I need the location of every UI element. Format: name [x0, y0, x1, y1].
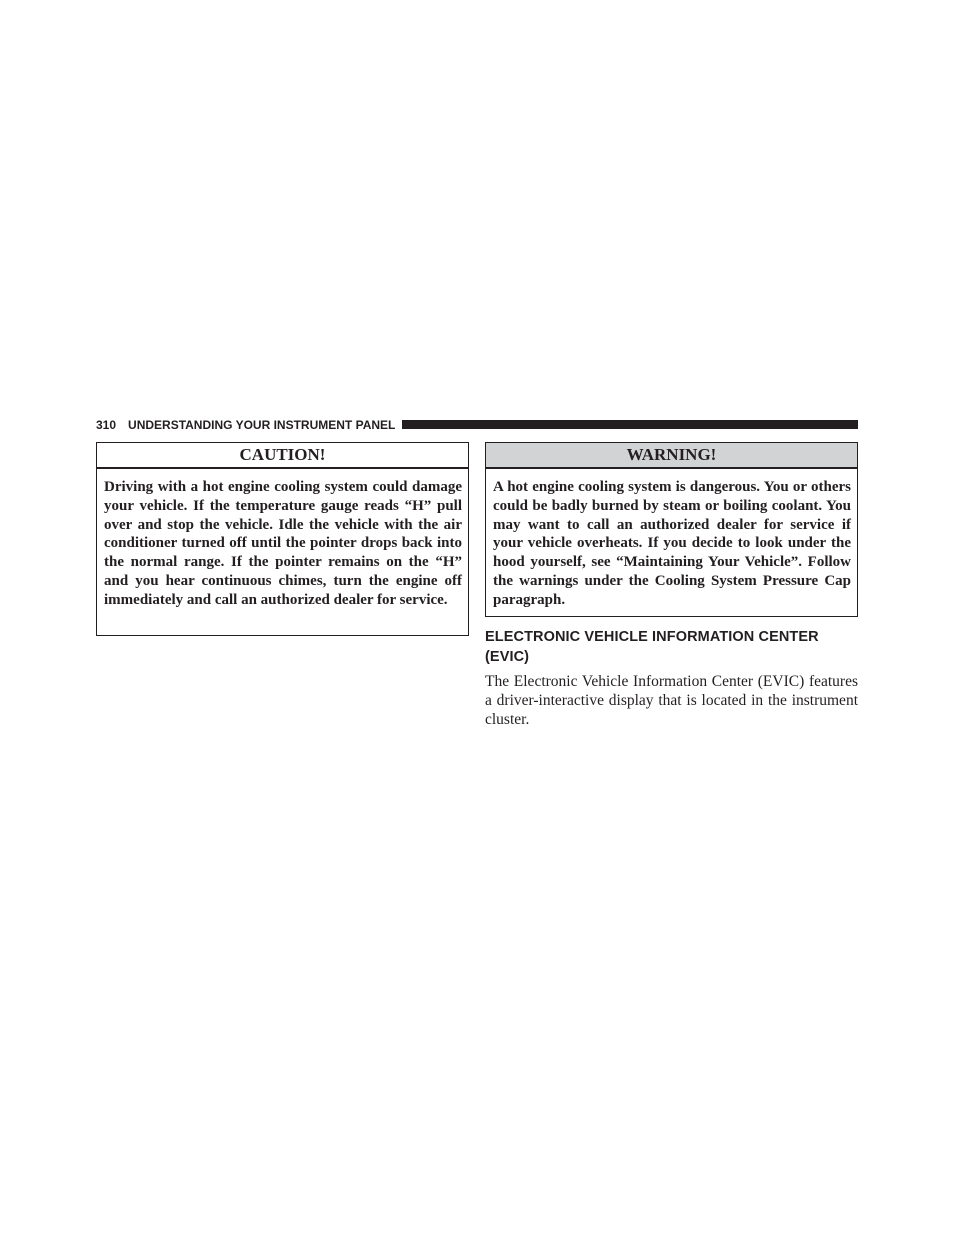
running-title: UNDERSTANDING YOUR INSTRUMENT PANEL	[128, 417, 396, 432]
page-header	[96, 416, 858, 433]
warning-body: A hot engine cooling system is dangerous. You or others could be badly burned by steam or boiling coolant. You may want to call an authorized dealer for service if your vehicle overheats. If you decide to look under the hood yourself, see “Maintaining Your Vehicle”. Follow the warnings under the Cooling System Pressure Cap paragraph.	[493, 479, 851, 608]
caution-title: CAUTION!	[97, 443, 468, 469]
caution-body: Driving with a hot engine cooling system could damage your vehicle. If the temperature gauge reads “H” pull over and stop the vehicle. Idle the vehicle with the air conditioner turned off until the pointer drops back into the normal range. If the pointer remains on the “H” and you hear continuous chimes, turn the engine off immediately and call an authorized dealer for service.	[104, 479, 462, 608]
header-rule	[402, 420, 858, 429]
warning-title: WARNING!	[486, 443, 857, 469]
section-heading: ELECTRONIC VEHICLE INFORMATION CENTER (EVIC)	[485, 629, 819, 665]
caution-box	[96, 442, 469, 636]
warning-box	[485, 442, 858, 617]
section-paragraph: The Electronic Vehicle Information Center (EVIC) features a driver-interactive display that is located in the instrument cluster.	[485, 673, 858, 728]
page-number: 310	[96, 417, 117, 432]
